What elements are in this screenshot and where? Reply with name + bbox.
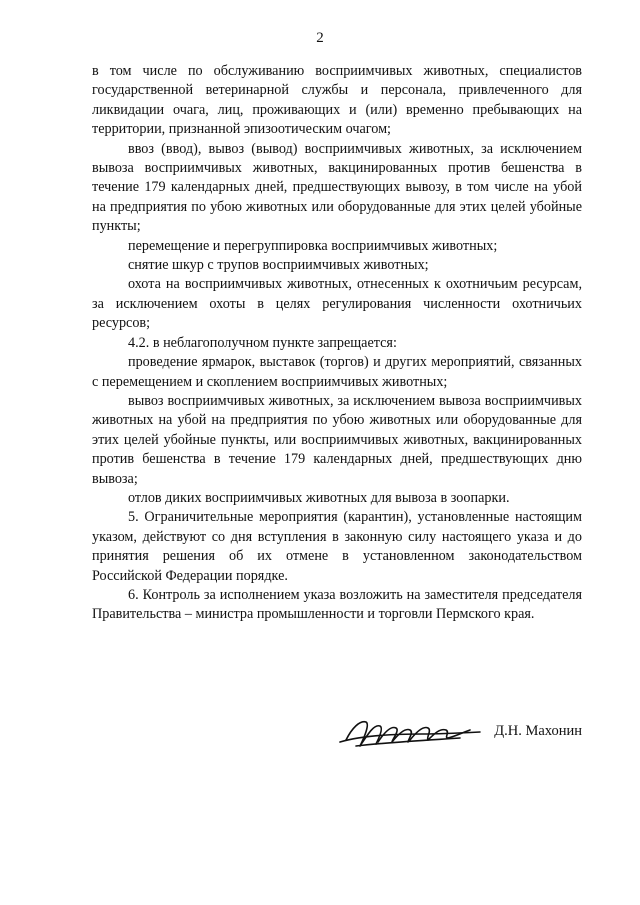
paragraph-continuation: в том числе по обслуживанию восприимчивых животных, специалистов государственной ветеринарной службы и персонала, привлеченного для ликвидации очага, лиц, проживающих и (или) временно пребывающих на территории, признанной эпизоотическим очагом; xyxy=(92,63,582,138)
paragraph-movement: перемещение и перегруппировка восприимчивых животных; xyxy=(128,237,498,254)
paragraph-export-ban: вывоз восприимчивых животных, за исключением вывоза восприимчивых животных на убой на предприятия по убою животных или оборудованные для этих целей убойные пункты, или восприимчивых животных, вакцинированных против бешенства в течение 179 календарных дней, предшествующих дню вывоза; xyxy=(92,392,582,487)
paragraph-section-4-2: 4.2. в неблагополучном пункте запрещается: xyxy=(128,334,397,351)
paragraph-skinning: снятие шкур с трупов восприимчивых животных; xyxy=(128,257,429,274)
paragraph-section-5: 5. Ограничительные мероприятия (карантин), установленные настоящим указом, действуют со дня вступления в законную силу настоящего указа и до принятия решения об их отмене в установленном законодательством Российской Федерации порядке. xyxy=(92,509,582,584)
paragraph-import-export: ввоз (ввод), вывоз (вывод) восприимчивых животных, за исключением вывоза восприимчивых животных, вакцинированных против бешенства в течение 179 календарных дней, предшествующих вывозу, в том числе на убой на предприятия по убою животных или оборудованные для этих целей убойные пункты; xyxy=(92,140,582,235)
paragraph-section-6: 6. Контроль за исполнением указа возложить на заместителя председателя Правительства – министра промышленности и торговли Пермского края. xyxy=(92,586,582,623)
paragraph-fairs: проведение ярмарок, выставок (торгов) и других мероприятий, связанных с перемещением и скоплением восприимчивых животных; xyxy=(92,354,582,390)
paragraph-hunting: охота на восприимчивых животных, отнесенных к охотничьим ресурсам, за исключением охоты в целях регулирования численности охотничьих ресурсов; xyxy=(92,276,582,332)
document-body xyxy=(92,62,582,625)
signer-name: Д.Н. Махонин xyxy=(494,723,582,739)
handwritten-signature-icon xyxy=(330,712,490,752)
paragraph-wild-capture: отлов диких восприимчивых животных для вывоза в зоопарки. xyxy=(128,489,510,506)
signature-block xyxy=(330,712,582,760)
page-number: 2 xyxy=(316,30,324,46)
